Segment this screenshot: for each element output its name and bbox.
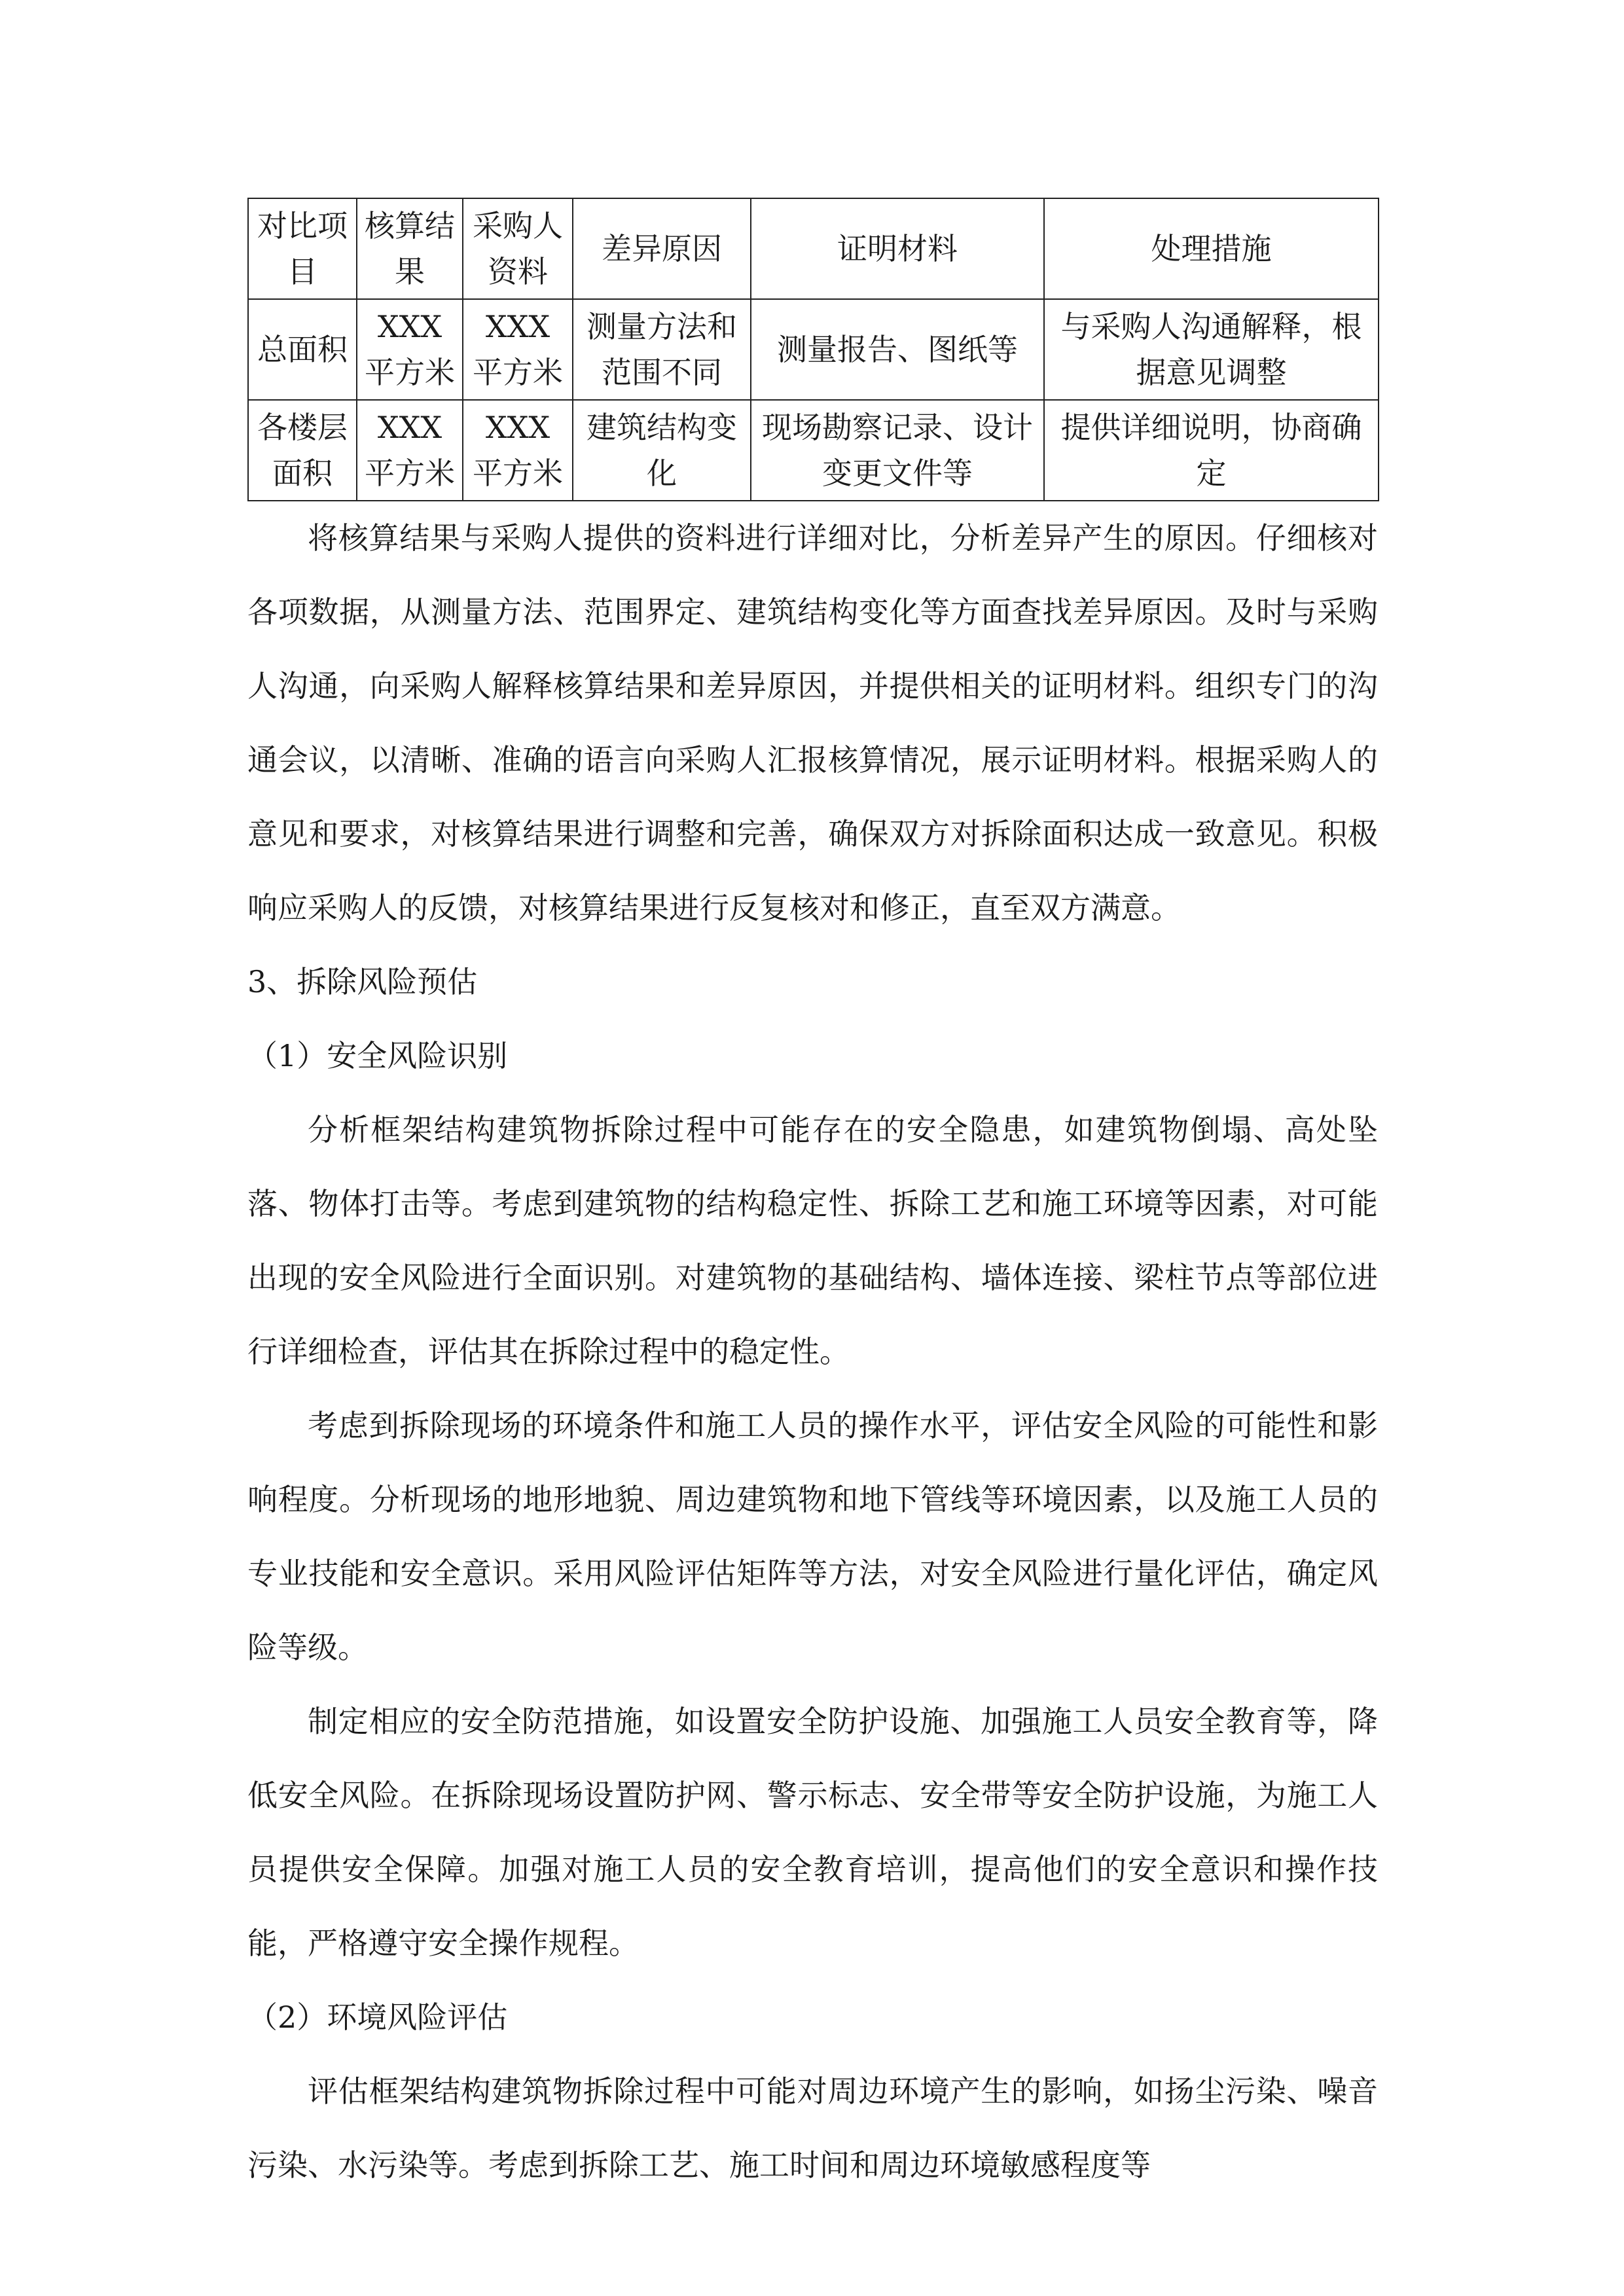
subsection-heading-safety: （1）安全风险识别 — [247, 1038, 508, 1073]
paragraph-safety-hazards: 分析框架结构建筑物拆除过程中可能存在的安全隐患，如建筑物倒塌、高处坠落、物体打击等。考虑到建筑物的结构稳定性、拆除工艺和施工环境等因素，对可能出现的安全风险进行全面识别。对建筑物的基础结构、墙体连接、梁柱节点等部位进行详细检查，评估其在拆除过程中的稳定性。 — [247, 1112, 1378, 1369]
page-content — [247, 198, 1378, 2202]
table-header-cell: 对比项目 — [248, 198, 357, 299]
paragraph-risk-evaluation: 考虑到拆除现场的环境条件和施工人员的操作水平，评估安全风险的可能性和影响程度。分析现场的地形地貌、周边建筑物和地下管线等环境因素，以及施工人员的专业技能和安全意识。采用风险评估矩阵等方法，对安全风险进行量化评估，确定风险等级。 — [247, 1408, 1378, 1665]
table-header-cell: 差异原因 — [573, 198, 751, 299]
table-header-row — [248, 198, 1379, 299]
section-heading: 3、拆除风险预估 — [247, 964, 478, 999]
table-cell: 总面积 — [248, 299, 357, 400]
table-row — [248, 400, 1379, 501]
paragraph-environment-risk: 评估框架结构建筑物拆除过程中可能对周边环境产生的影响，如扬尘污染、噪音污染、水污染等。考虑到拆除工艺、施工时间和周边环境敏感程度等 — [247, 2073, 1378, 2183]
table-cell: 测量方法和范围不同 — [573, 299, 751, 400]
area-comparison-table — [247, 198, 1379, 501]
table-header-cell: 采购人资料 — [463, 198, 573, 299]
table-cell: 建筑结构变化 — [573, 400, 751, 501]
table-cell: 各楼层面积 — [248, 400, 357, 501]
table-cell: 提供详细说明，协商确定 — [1044, 400, 1379, 501]
table-cell: 测量报告、图纸等 — [751, 299, 1044, 400]
table-cell: XXX 平方米 — [357, 299, 463, 400]
subsection-heading-environment: （2）环境风险评估 — [247, 2000, 508, 2035]
paragraph-safety-measures: 制定相应的安全防范措施，如设置安全防护设施、加强施工人员安全教育等，降低安全风险。在拆除现场设置防护网、警示标志、安全带等安全防护设施，为施工人员提供安全保障。加强对施工人员的安全教育培训，提高他们的安全意识和操作技能，严格遵守安全操作规程。 — [247, 1704, 1378, 1961]
table-cell: 现场勘察记录、设计变更文件等 — [751, 400, 1044, 501]
table-header-cell: 核算结果 — [357, 198, 463, 299]
table-cell: XXX 平方米 — [357, 400, 463, 501]
table-row — [248, 299, 1379, 400]
table-header-cell: 处理措施 — [1044, 198, 1379, 299]
table-header-cell: 证明材料 — [751, 198, 1044, 299]
table-cell: XXX 平方米 — [463, 400, 573, 501]
table-cell: XXX 平方米 — [463, 299, 573, 400]
table-cell: 与采购人沟通解释，根据意见调整 — [1044, 299, 1379, 400]
paragraph-comparison: 将核算结果与采购人提供的资料进行详细对比，分析差异产生的原因。仔细核对各项数据，从测量方法、范围界定、建筑结构变化等方面查找差异原因。及时与采购人沟通，向采购人解释核算结果和差异原因，并提供相关的证明材料。组织专门的沟通会议，以清晰、准确的语言向采购人汇报核算情况，展示证明材料。根据采购人的意见和要求，对核算结果进行调整和完善，确保双方对拆除面积达成一致意见。积极响应采购人的反馈，对核算结果进行反复核对和修正，直至双方满意。 — [247, 520, 1378, 925]
